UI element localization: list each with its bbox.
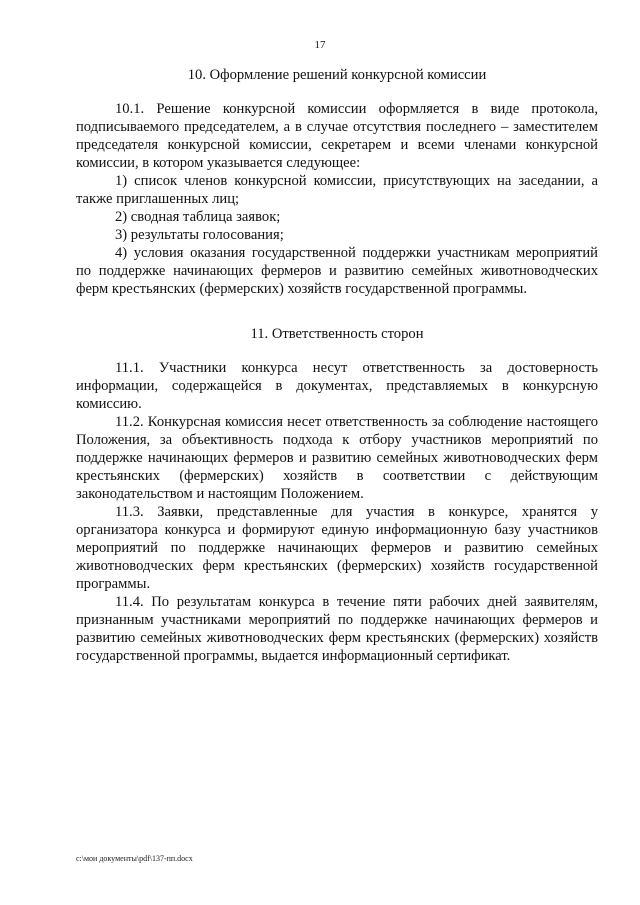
paragraph-11-3: 11.3. Заявки, представленные для участия в конкурсе, хранятся у организатора конкурса и формируют единую информационную базу участников мероприятий по поддержке начинающих фермеров и развитию семейных животноводческих ферм крестьянских (фермерских) хозяйств государственной программы. [76, 504, 598, 592]
paragraph-11-2: 11.2. Конкурсная комиссия несет ответственность за соблюдение настоящего Положения, за объективность подхода к отбору участников мероприятий по поддержке начинающих фермеров и развитию семейных животноводческих ферм крестьянских (фермерских) хозяйств в соответствии с действующим законодательством и настоящим Положением. [76, 414, 598, 502]
paragraph-11-4: 11.4. По результатам конкурса в течение пяти рабочих дней заявителям, признанным участниками мероприятий по поддержке начинающих фермеров и развитию семейных животноводческих ферм крестьянских (фермерских) хозяйств государственной программы, выдается информационный сертификат. [76, 594, 598, 664]
list-item-2: 2) сводная таблица заявок; [115, 209, 281, 225]
page-number: 17 [314, 39, 326, 51]
list-item-3: 3) результаты голосования; [115, 227, 284, 243]
list-item-4: 4) условия оказания государственной поддержки участникам мероприятий по поддержке начинающих фермеров и развитию семейных животноводческих ферм крестьянских (фермерских) хозяйств государственной программы. [76, 245, 598, 297]
footer-file-path: c:\мои документы\pdf\137-пп.docx [76, 854, 193, 863]
section-10-heading: 10. Оформление решений конкурсной комиссии [187, 67, 487, 83]
paragraph-10-1: 10.1. Решение конкурсной комиссии оформляется в виде протокола, подписываемого председателем, а в случае отсутствия последнего – заместителем председателя конкурсной комиссии, секретарем и всеми членами конкурсной комиссии, в котором указывается следующее: [76, 101, 598, 171]
paragraph-11-1: 11.1. Участники конкурса несут ответственность за достоверность информации, содержащейся в документах, представляемых в конкурсную комиссию. [76, 360, 598, 412]
section-11-body [76, 359, 598, 665]
section-11-heading: 11. Ответственность сторон [250, 326, 424, 342]
section-10-body [76, 100, 598, 298]
list-item-1: 1) список членов конкурсной комиссии, присутствующих на заседании, а также приглашенных лиц; [76, 173, 598, 207]
